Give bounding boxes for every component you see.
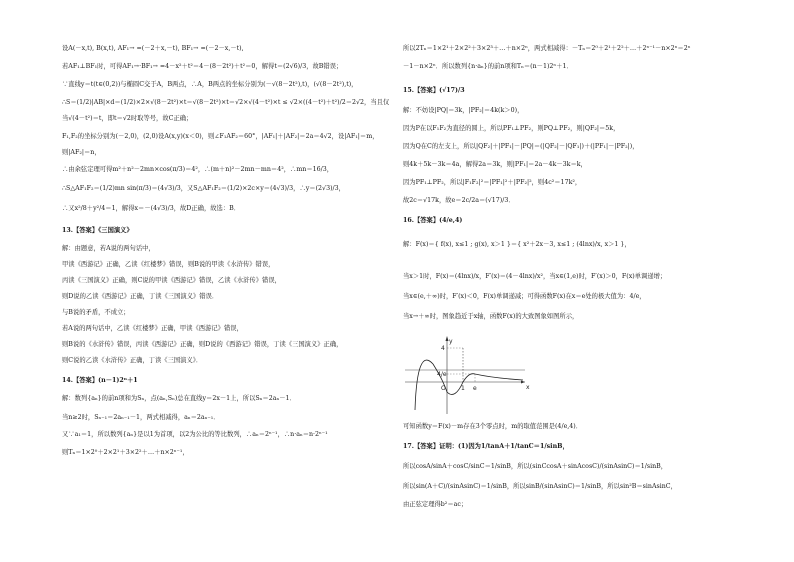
text-line: 丙读《三国演义》正确，则C说的甲读《西游记》错误，乙读《水浒传》错误， [62,277,281,284]
text-line: 当x→＋∞时，图象趋近于x轴，函数F(x)的大致图象如图所示， [403,313,579,320]
text-line: ∴S＝(1/2)|AB|×d＝(1/2)×2×√(8－2t²)×t＝√(8－2t²)×t＝√2×√(4－t²)×t ≤ √2×((4－t²)＋t²)/2＝2√2，当且仅 [62,99,390,106]
text-line: 所以cosA/sinA＋cosC/sinC＝1/sinB，所以(sinCcosA＋sinAcosC)/(sinAsinC)＝1/sinB， [403,463,668,470]
tick-x-1: 1 [461,385,465,392]
text-line: 因为Q在C的左支上，所以|QF₂|＋|PF₁|－|PQ|＝(|QF₂|－|QF₁|)＋(|PF₁|－|PF₂|)， [403,143,639,150]
tick-y-4: 4 [441,345,445,352]
text-line: 则B说的《水浒传》错误，丙读《西游记》正确，则D说的《西游记》错误，丁读《三国演义》正确， [62,341,343,348]
text-line: －1－n×2ⁿ．所以数列{n·aₙ}的前n项和Tₙ＝(n－1)2ⁿ＋1． [403,63,573,70]
answer-heading: 14.【答案】(n－1)2ⁿ＋1 [62,377,138,384]
answer-heading: 16.【答案】(4/e,4) [403,217,463,224]
text-line: 与B说的矛盾，不成立； [62,309,130,316]
text-line: 当n≥2时，Sₙ₋₁＝2aₙ₋₁－1，两式相减得，aₙ＝2aₙ₋₁． [62,414,220,421]
tick-x-e: e [473,385,477,392]
text-line: 当x＞1时，F(x)＝(4lnx)/x，F′(x)＝(4－4lnx)/x²，当x∈(1,e)时，F′(x)＞0，F(x)单调递增； [403,273,667,280]
y-axis-label: y [449,338,453,345]
text-line: 由正弦定理得b²＝ac； [403,501,468,508]
text-line: 若AF₁⊥BF₁时，可得AF₁→·BF₁→ =4－x²＋t²＝4－(8－2t²)＋t²＝0，解得t＝(2√6)/3，故B错误； [62,63,343,70]
text-line: ∵直线y＝t(t∈(0,2))与椭圆C交于A，B两点，∴A，B两点的坐标分别为(－√(8－2t²),t)，(√(8－2t²),t)， [62,81,358,88]
text-line: 解：由题意，若A说的两句话中， [62,245,155,252]
text-line: 所以2Tₙ＝1×2¹＋2×2²＋3×2³＋…＋n×2ⁿ，两式相减得：－Tₙ＝2⁰＋2¹＋2²＋…＋2ⁿ⁻¹－n×2ⁿ＝2ⁿ [403,45,691,52]
text-line: 解：不妨设|PQ|＝3k，|PF₂|＝4k(k＞0)， [403,107,524,114]
curve-right-branch [463,374,523,382]
text-line: 故2c＝√17k，故e＝2c/2a＝(√17)/3． [403,197,515,204]
text-line: 当√(4－t²)＝t，即t＝√2时取等号，故C正确； [62,115,193,122]
x-axis-label: x [526,384,530,391]
text-line: 可知函数y＝F(x)－m存在3个零点时，m的取值范围是(4/e,4)． [403,423,583,430]
text-line: 则4k＋5k－3k＝4a，解得2a＝3k，则|PF₁|＝2a－4k－3k＝k， [403,161,587,168]
text-line: 因为PF₁⊥PF₂，所以|F₁F₂|²＝|PF₁|²＋|PF₂|²，则4c²＝17k²， [403,179,582,186]
x-axis-arrow [521,381,525,384]
function-graph [403,334,533,416]
text-line: 则Tₙ＝1×2⁰＋2×2¹＋3×2²＋…＋n×2ⁿ⁻¹， [62,449,189,456]
text-line: 则D说的乙读《西游记》正确，丁读《三国演义》错误． [62,293,219,300]
text-line: 当x∈(e,＋∞)时，F′(x)＜0，F(x)单调递减；可得函数F(x)在x＝e处的极大值为：4/e， [403,293,646,300]
text-line: 又∵a₁＝1，所以数列{aₙ}是以1为首项，以2为公比的等比数列，∴aₙ＝2ⁿ⁻¹，∴n·aₙ＝n·2ⁿ⁻¹ [62,431,328,438]
answer-heading: 17.【答案】证明：(1)因为1/tanA＋1/tanC＝1/sinB， [403,443,569,450]
answer-heading: 13.【答案】《三国演义》 [62,227,133,234]
text-line: ∴又x²/8＋y²/4＝1，解得x＝－(4√3)/3，故D正确，故选：B． [62,205,241,212]
text-line: ∴由余弦定理可得m²＋n²－2mn×cos(π/3)＝4²，∴(m＋n)²－2mn－mn＝4²，∴mn＝16/3， [62,166,334,173]
origin-label: O [441,385,446,392]
curve-left-branch [415,360,463,410]
answer-heading: 15.【答案】(√17)/3 [403,87,465,94]
text-line: 所以sin(A＋C)/(sinAsinC)＝1/sinB，所以sinB/(sinAsinC)＝1/sinB，所以sin²B＝sinAsinC， [403,483,677,490]
tick-y-4e: 4/e [437,371,447,378]
text-line: 设A(－x,t), B(x,t), AF₁→ =(－2＋x,－t), BF₁→ =(－2－x,－t), [62,45,244,52]
text-line: 甲读《西游记》正确，乙读《红楼梦》错误，则B说的甲读《水浒传》错误， [62,261,275,268]
text-line: 若A说的两句话中，乙读《红楼梦》正确，甲读《西游记》错误， [62,325,243,332]
text-line: 因为P在以F₁F₂为直径的圆上，所以PF₁⊥PF₂，则PQ⊥PF₂，则|QF₂|＝5k， [403,125,620,132]
text-line: ∴S△AF₁F₂＝(1/2)mn sin(π/3)＝(4√3)/3，又S△AF₁F₂＝(1/2)×2c×y＝(4√3)/3，∴y＝(2√3)/3， [62,185,345,192]
text-line: 则C说的乙读《水浒传》正确，丁读《三国演义》． [62,357,203,364]
text-line: 解：数列{aₙ}的前n项和为Sₙ，点(aₙ,Sₙ)总在直线y＝2x－1上，所以Sₙ＝2aₙ－1． [62,395,296,402]
text-line: 则|AF₂|＝n， [62,149,101,156]
text-line: F₁,F₂的坐标分别为(－2,0)，(2,0)设A(x,y)(x＜0)，则∠F₁AF₂＝60°，|AF₁|＋|AF₂|＝2a＝4√2，设|AF₁|＝m， [62,133,379,140]
text-line: 解：F(x)＝{ f(x), x≤1 ; g(x), x＞1 }＝{ x²＋2x－3, x≤1 ; (4lnx)/x, x＞1 }， [403,241,631,248]
